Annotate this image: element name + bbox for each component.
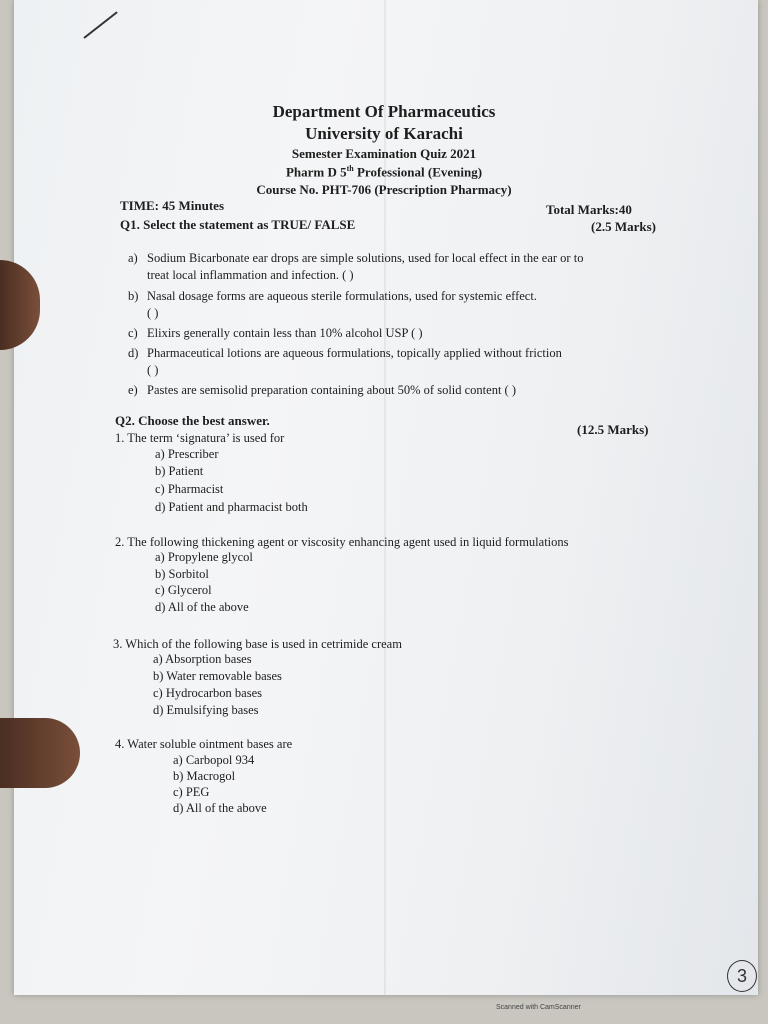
q2-q3-option: b) Water removable bases	[153, 669, 282, 683]
q1-item-c-text	[147, 325, 423, 342]
q1-item-e	[128, 382, 138, 399]
q1-item-line: Pharmaceutical lotions are aqueous formulations, topically applied without friction	[147, 346, 562, 360]
q1-item-a	[128, 250, 138, 267]
q2-q2-option: a) Propylene glycol	[155, 550, 253, 564]
q2-q1-option: a) Prescriber	[155, 447, 219, 461]
q2-question-2: 2. The following thickening agent or viscosity enhancing agent used in liquid formulations	[115, 535, 569, 549]
q2-q1-option: d) Patient and pharmacist both	[155, 500, 308, 514]
q2-q3-option: c) Hydrocarbon bases	[153, 686, 262, 700]
q1-item-e-text	[147, 382, 516, 399]
q1-item-c	[128, 325, 138, 342]
q1-item-a-text	[147, 250, 583, 284]
q1-item-letter: e)	[128, 383, 138, 397]
q1-item-line: Elixirs generally contain less than 10% alcohol USP ( )	[147, 326, 423, 340]
q2-q4-option: d) All of the above	[173, 801, 267, 815]
course-title: Course No. PHT-706 (Prescription Pharmacy)	[256, 182, 512, 197]
q1-item-line: Pastes are semisolid preparation containing about 50% of solid content ( )	[147, 383, 517, 397]
program-suffix: Professional (Evening)	[353, 164, 483, 180]
q2-q3-option: d) Emulsifying bases	[153, 703, 259, 717]
page-number: 3	[727, 960, 757, 992]
q1-title: Q1. Select the statement as TRUE/ FALSE	[120, 217, 356, 232]
q1-item-line: Sodium Bicarbonate ear drops are simple solutions, used for local effect in the ear or to	[147, 251, 584, 265]
time-label: TIME: 45 Minutes	[120, 198, 224, 213]
q2-title: Q2. Choose the best answer.	[115, 413, 270, 428]
q2-q3-option: a) Absorption bases	[153, 652, 252, 666]
q1-item-letter: a)	[128, 251, 138, 265]
q2-q2-option: c) Glycerol	[155, 583, 212, 597]
q2-question-4: 4. Water soluble ointment bases are	[115, 737, 293, 751]
q1-item-line: ( )	[147, 306, 159, 320]
q2-q2-option: b) Sorbitol	[155, 567, 209, 581]
thumb-bottom	[0, 718, 80, 788]
q2-q2-option: d) All of the above	[155, 600, 249, 614]
q2-marks: (12.5 Marks)	[577, 422, 649, 437]
q2-q1-option: c) Pharmacist	[155, 482, 224, 496]
q1-item-line: Nasal dosage forms are aqueous sterile formulations, used for systemic effect.	[147, 289, 537, 303]
q1-item-letter: c)	[128, 326, 138, 340]
exam-title: Semester Examination Quiz 2021	[291, 146, 477, 161]
q1-item-b	[128, 288, 138, 305]
q1-item-line: ( )	[147, 363, 159, 377]
q1-item-line: treat local inflammation and infection. ( )	[147, 268, 354, 282]
department-title: Department Of Pharmaceutics	[272, 102, 496, 121]
q1-item-d	[128, 345, 138, 362]
q2-q4-option: a) Carbopol 934	[173, 753, 255, 767]
q1-item-d-text	[147, 345, 562, 379]
q1-marks: (2.5 Marks)	[591, 219, 656, 234]
q1-item-b-text	[147, 288, 537, 322]
program-title	[0, 164, 768, 180]
program-sup: th	[346, 164, 354, 173]
q1-item-letter: d)	[128, 346, 139, 360]
total-marks: Total Marks:40	[546, 202, 632, 217]
university-title: University of Karachi	[305, 124, 463, 143]
q2-question-1: 1. The term ‘signatura’ is used for	[115, 431, 285, 445]
q2-q1-option: b) Patient	[155, 464, 204, 478]
q2-q4-option: b) Macrogol	[173, 769, 236, 783]
q2-q4-option: c) PEG	[173, 785, 210, 799]
q1-item-letter: b)	[128, 289, 139, 303]
program-prefix: Pharm D 5	[285, 164, 347, 180]
q2-question-3: 3. Which of the following base is used in cetrimide cream	[113, 637, 402, 651]
scanner-watermark: Scanned with CamScanner	[496, 1004, 581, 1011]
